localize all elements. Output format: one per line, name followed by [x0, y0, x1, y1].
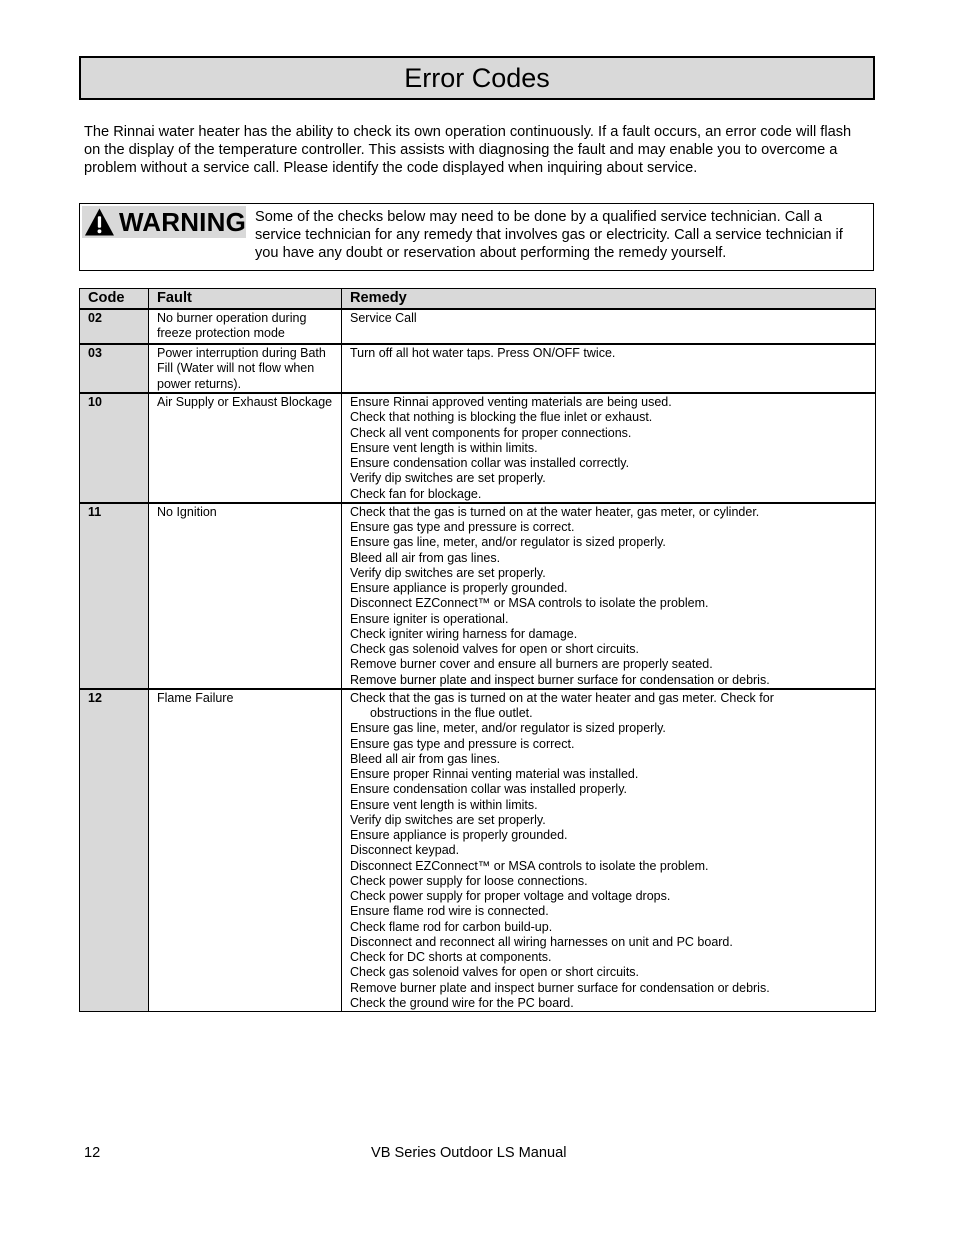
remedy-line: Check for DC shorts at components.: [350, 950, 552, 964]
remedy-line: Disconnect EZConnect™ or MSA controls to isolate the problem.: [350, 596, 709, 611]
remedy-line: obstructions in the flue outlet.: [370, 706, 533, 720]
remedy-cell: [342, 503, 876, 689]
remedy-line: Check fan for blockage.: [350, 486, 482, 501]
fault-cell: No burner operation during freeze protection mode: [149, 309, 342, 344]
page-title-text: Error Codes: [404, 62, 550, 93]
remedy-line: Check gas solenoid valves for open or short circuits.: [350, 642, 640, 656]
remedy-cell: [342, 344, 876, 393]
remedy-line: Ensure proper Rinnai venting material was installed.: [350, 767, 639, 781]
remedy-line: Check that the gas is turned on at the water heater, gas meter, or cylinder.: [350, 504, 760, 519]
remedy-line: Bleed all air from gas lines.: [350, 751, 501, 766]
remedy-line: Remove burner plate and inspect burner surface for condensation or debris.: [350, 672, 770, 687]
error-code-cell: 03: [80, 344, 149, 393]
remedy-line: Ensure condensation collar was installed properly.: [350, 782, 628, 797]
remedy-cell: [342, 309, 876, 344]
remedy-line: Ensure igniter is operational.: [350, 611, 509, 626]
remedy-line: Ensure gas line, meter, and/or regulator is sized properly.: [350, 535, 666, 550]
fault-cell: Flame Failure: [149, 689, 342, 1012]
warning-text: Some of the checks below may need to be done by a qualified service technician. Call a service technician for any remedy that involves gas or electricity. Call a service technician if you have any doubt or reservation about performing the remedy yourself.: [255, 209, 843, 261]
error-code-cell: 12: [80, 689, 149, 1012]
error-codes-table: [79, 288, 876, 1012]
remedy-line: Ensure vent length is within limits.: [350, 797, 538, 812]
remedy-line: Ensure gas type and pressure is correct.: [350, 520, 575, 534]
fault-cell: No Ignition: [149, 503, 342, 689]
remedy-line: Check all vent components for proper connections.: [350, 425, 632, 440]
fault-cell: Air Supply or Exhaust Blockage: [149, 393, 342, 503]
fault-cell: Power interruption during Bath Fill (Water will not flow when power returns).: [149, 344, 342, 393]
remedy-line: Disconnect keypad.: [350, 843, 460, 858]
remedy-line: Remove burner plate and inspect burner surface for condensation or debris.: [350, 980, 770, 995]
column-header-code: Code: [80, 289, 149, 310]
table-body: [80, 309, 876, 1012]
remedy-line: Turn off all hot water taps. Press ON/OFF twice.: [350, 346, 616, 360]
remedy-line: Ensure gas type and pressure is correct.: [350, 736, 575, 751]
table-row: [80, 309, 876, 344]
remedy-line: Ensure appliance is properly grounded.: [350, 828, 568, 842]
warning-triangle-icon: [84, 207, 115, 237]
remedy-line: Check flame rod for carbon build-up.: [350, 919, 553, 934]
remedy-line: Ensure vent length is within limits.: [350, 440, 538, 455]
remedy-line: Verify dip switches are set properly.: [350, 471, 546, 486]
remedy-line: Check power supply for proper voltage and voltage drops.: [350, 889, 671, 903]
remedy-cell: [342, 393, 876, 503]
table-row: [80, 503, 876, 689]
remedy-line: Verify dip switches are set properly.: [350, 812, 546, 827]
remedy-line: Ensure flame rod wire is connected.: [350, 904, 549, 919]
remedy-line: Check that the gas is turned on at the water heater and gas meter. Check for: [350, 690, 774, 705]
warning-box: [79, 203, 874, 271]
remedy-line: Check that nothing is blocking the flue inlet or exhaust.: [350, 410, 653, 425]
table-row: [80, 689, 876, 1012]
remedy-line: Check the ground wire for the PC board.: [350, 995, 574, 1010]
warning-badge: [82, 206, 246, 238]
intro-paragraph: The Rinnai water heater has the ability to check its own operation continuously. If a fault occurs, an error code will flash on the display of the temperature controller. This assists with diagnosing the fault and may enable you to overcome a problem without a service call. Please identify the code displayed when inquiring about service.: [84, 124, 852, 176]
remedy-cell: [342, 689, 876, 1012]
table-header-row: [80, 289, 876, 310]
remedy-line: Check power supply for loose connections.: [350, 873, 588, 888]
remedy-line: Ensure gas line, meter, and/or regulator is sized properly.: [350, 721, 666, 736]
remedy-line: Check gas solenoid valves for open or short circuits.: [350, 965, 640, 980]
remedy-line: Remove burner cover and ensure all burners are properly seated.: [350, 657, 713, 672]
page-title: [79, 56, 875, 100]
footer-manual-title: VB Series Outdoor LS Manual: [371, 1145, 567, 1161]
remedy-line: Verify dip switches are set properly.: [350, 565, 546, 580]
remedy-line: Ensure condensation collar was installed correctly.: [350, 456, 630, 470]
warning-label: WARNING: [118, 206, 246, 237]
error-code-cell: 02: [80, 309, 149, 344]
page-number: 12: [84, 1145, 101, 1161]
column-header-remedy: Remedy: [342, 289, 876, 310]
table-row: [80, 393, 876, 503]
table-row: [80, 344, 876, 393]
remedy-line: Check igniter wiring harness for damage.: [350, 626, 578, 641]
remedy-line: Bleed all air from gas lines.: [350, 550, 501, 565]
error-code-cell: 11: [80, 503, 149, 689]
remedy-line: Ensure appliance is properly grounded.: [350, 581, 568, 595]
column-header-fault: Fault: [149, 289, 342, 310]
remedy-line: Service Call: [350, 311, 417, 325]
error-code-cell: 10: [80, 393, 149, 503]
remedy-line: Ensure Rinnai approved venting materials are being used.: [350, 395, 672, 409]
remedy-line: Disconnect and reconnect all wiring harnesses on unit and PC board.: [350, 934, 733, 949]
remedy-line: Disconnect EZConnect™ or MSA controls to isolate the problem.: [350, 858, 709, 873]
